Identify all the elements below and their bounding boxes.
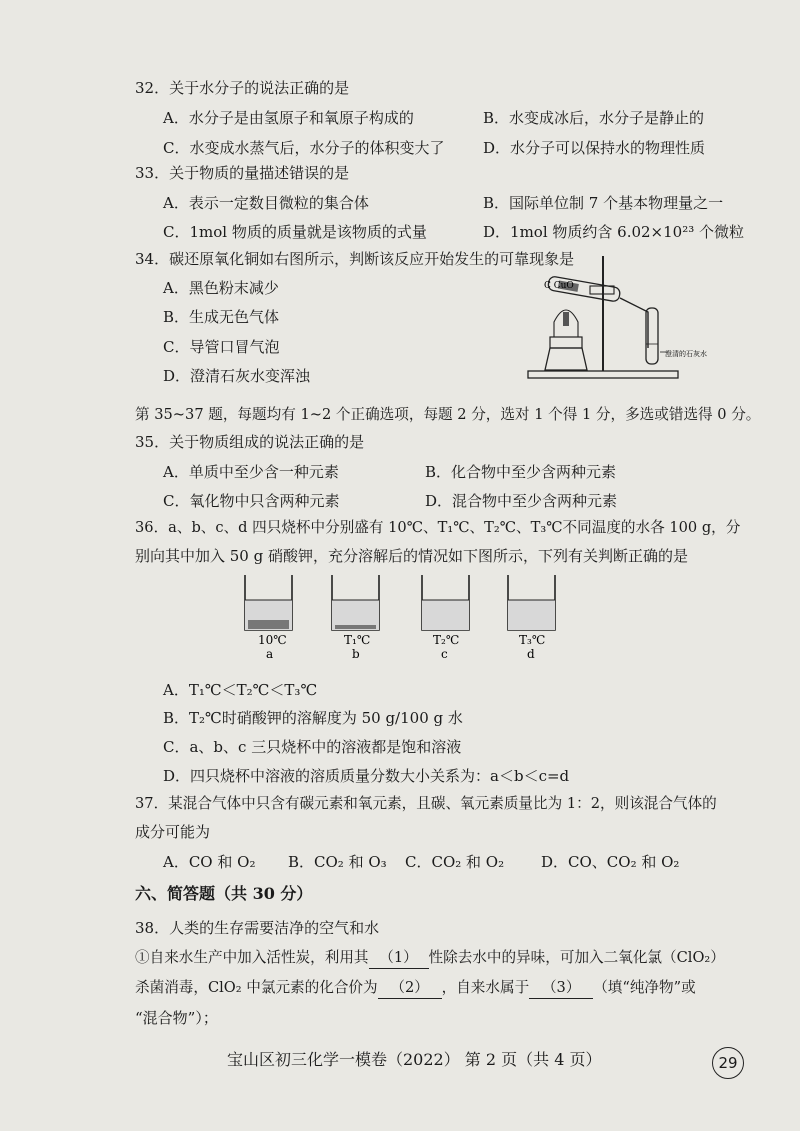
beaker-d-letter: d [527,647,535,661]
beaker-b [332,575,379,661]
answer-blank-3[interactable]: （3） [529,978,593,999]
q37-option-c: C．CO₂ 和 O₂ [405,853,505,871]
q34-option-a: A．黑色粉末减少 [163,279,279,297]
q38-line1 [135,948,725,969]
q35-option-c: C．氧化物中只含两种元素 [163,492,340,510]
q36-option-a: A．T₁℃＜T₂℃＜T₃℃ [163,681,318,699]
q32-option-a: A．水分子是由氢原子和氧原子构成的 [163,109,414,127]
q38-line2-text-b: ，自来水属于 [441,979,530,996]
q37-option-a: A．CO 和 O₂ [163,853,256,871]
q34-stem: 34．碳还原氧化铜如右图所示，判断该反应开始发生的可靠现象是 [135,250,575,268]
q33-stem: 33．关于物质的量描述错误的是 [135,164,350,182]
q35-stem: 35．关于物质组成的说法正确的是 [135,433,365,451]
beaker-c [422,575,469,661]
q38-stem: 38．人类的生存需要洁净的空气和水 [135,919,380,937]
beaker-b-temp: T₁℃ [344,633,371,647]
beaker-a-temp: 10℃ [258,633,287,647]
q38-line2-text-c: （填“纯净物”或 [593,979,696,996]
q32-option-c: C．水变成水蒸气后，水分子的体积变大了 [163,139,445,157]
q36-option-d: D．四只烧杯中溶液的溶质质量分数大小关系为：a＜b＜c=d [163,767,570,785]
multi-answer-instruction: 第 35~37 题，每题均有 1~2 个正确选项，每题 2 分，选对 1 个得 1 分，多选或错选得 0 分。 [135,406,761,423]
q34-option-b: B．生成无色气体 [163,308,280,326]
q37-option-b: B．CO₂ 和 O₃ [288,853,387,871]
beaker-c-letter: c [441,647,448,661]
beaker-c-temp: T₂℃ [433,633,460,647]
beaker-a [245,575,292,661]
beaker-a-letter: a [266,647,274,661]
page-number-badge: 29 [712,1047,744,1079]
q34-option-c: C．导管口冒气泡 [163,338,280,356]
q37-stem-line2: 成分可能为 [135,823,211,841]
q37-option-d: D．CO、CO₂ 和 O₂ [541,853,680,871]
q36-option-b: B．T₂℃时硝酸钾的溶解度为 50 g/100 g 水 [163,709,463,727]
q37-stem-line1: 37．某混合气体中只含有碳元素和氧元素，且碳、氧元素质量比为 1：2，则该混合气体的 [135,795,717,812]
beaker-d [508,575,555,661]
q34-option-d: D．澄清石灰水变浑浊 [163,367,311,385]
q32-option-d: D．水分子可以保持水的物理性质 [483,139,706,157]
q33-option-a: A．表示一定数目微粒的集合体 [163,194,369,212]
q38-line1-text-a: ①自来水生产中加入活性炭，利用其 [135,949,369,966]
answer-blank-1[interactable]: （1） [369,948,429,969]
q33-option-c: C．1mol 物质的质量就是该物质的式量 [163,223,427,241]
limewater-label: 澄清的石灰水 [665,350,707,358]
q32-option-b: B．水变成冰后，水分子是静止的 [483,109,705,127]
beaker-figure [240,570,570,665]
q36-stem-line1: 36．a、b、c、d 四只烧杯中分别盛有 10℃、T₁℃、T₂℃、T₃℃不同温度的水各 100 g，分 [135,519,741,536]
q32-stem: 32．关于水分子的说法正确的是 [135,79,350,97]
section-heading: 六、简答题（共 30 分） [135,884,313,903]
q38-line2-text-a: 杀菌消毒，ClO₂ 中氯元素的化合价为 [135,979,378,996]
q33-option-b: B．国际单位制 7 个基本物理量之一 [483,194,724,212]
q38-line1-text-b: 性除去水中的异味，可加入二氧化氯（ClO₂） [428,949,725,966]
beaker-b-letter: b [352,647,360,661]
reagent-label: C CuO [544,281,574,291]
answer-blank-2[interactable]: （2） [378,978,442,999]
q36-option-c: C．a、b、c 三只烧杯中的溶液都是饱和溶液 [163,738,462,756]
page-footer: 宝山区初三化学一模卷（2022） 第 2 页（共 4 页） [227,1050,602,1069]
q35-option-a: A．单质中至少含一种元素 [163,463,339,481]
q38-line3: “混合物”）； [135,1009,218,1027]
q33-option-d: D．1mol 物质约含 6.02×10²³ 个微粒 [483,223,745,241]
beaker-d-temp: T₃℃ [519,633,546,647]
q36-stem-line2: 别向其中加入 50 g 硝酸钾，充分溶解后的情况如下图所示，下列有关判断正确的是 [135,547,688,565]
q35-option-b: B．化合物中至少含两种元素 [425,463,617,481]
apparatus-figure [520,252,707,384]
q38-line2 [135,978,696,999]
q35-option-d: D．混合物中至少含两种元素 [425,492,618,510]
